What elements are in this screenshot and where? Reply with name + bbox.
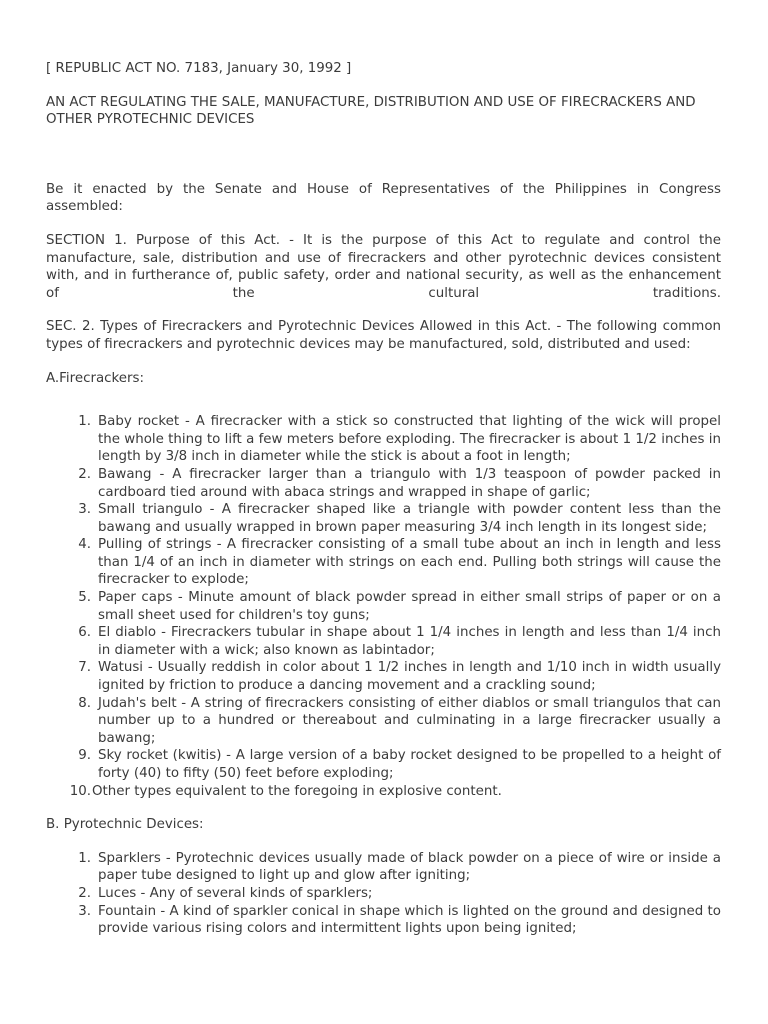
list-text: Luces - Any of several kinds of sparklers; xyxy=(98,885,373,901)
act-header: [ REPUBLIC ACT NO. 7183, January 30, 1992 ] xyxy=(46,61,352,76)
list-text: Bawang - A firecracker larger than a triangulo with 1/3 teaspoon of powder packed in cardboard tied around with abaca strings and wrapped in shape of garlic; xyxy=(98,466,721,500)
firecrackers-heading: A.Firecrackers: xyxy=(46,370,145,386)
list-item xyxy=(46,783,721,801)
list-text: Paper caps - Minute amount of black powder spread in either small strips of paper or on a small sheet used for children's toy guns; xyxy=(98,590,721,623)
list-number: 2. xyxy=(78,466,91,482)
list-text: Pulling of strings - A firecracker consisting of a small tube about an inch in length and less than 1/4 of an inch in diameter with strings on each end. Pulling both strings will cause the firecracker to explode; xyxy=(98,537,721,588)
list-item xyxy=(46,466,721,501)
list-number: 10. xyxy=(69,783,91,799)
list-item xyxy=(46,624,721,659)
list-text: Sky rocket (kwitis) - A large version of a baby rocket designed to be propelled to a height of forty (40) to fifty (50) feet before exploding; xyxy=(98,748,721,781)
list-item xyxy=(46,659,721,694)
firecrackers-list xyxy=(46,413,721,800)
list-number: 1. xyxy=(78,850,91,866)
list-number: 2. xyxy=(78,885,91,901)
list-item xyxy=(46,536,721,589)
list-item xyxy=(46,747,721,782)
list-number: 4. xyxy=(78,537,91,553)
list-text: Baby rocket - A firecracker with a stick so constructed that lighting of the wick will propel the whole thing to lift a few meters before exploding. The firecracker is about 1 1/2 inches in length by 3/8 inch in diameter while the stick is about a foot in length; xyxy=(98,414,721,465)
list-text: Other types equivalent to the foregoing in explosive content. xyxy=(92,783,502,799)
pyrotechnic-list xyxy=(46,850,721,938)
list-number: 3. xyxy=(78,903,91,919)
list-text: Fountain - A kind of sparkler conical in shape which is lighted on the ground and designed to provide various rising colors and intermittent lights upon being ignited; xyxy=(98,903,721,937)
list-number: 6. xyxy=(78,625,91,641)
section-1: SECTION 1. Purpose of this Act. - It is the purpose of this Act to regulate and control the manufacture, sale, distribution and use of firecrackers and other pyrotechnic devices consistent with, and in furtherance of, public safety, order and national security, as well as the enhancement of the cultural traditions. xyxy=(46,232,721,301)
list-item xyxy=(46,695,721,748)
list-item xyxy=(46,501,721,536)
list-text: Small triangulo - A firecracker shaped like a triangle with powder content less than the bawang and usually wrapped in brown paper measuring 3/4 inch length in its longest side; xyxy=(98,502,721,535)
list-item xyxy=(46,589,721,624)
list-text: Watusi - Usually reddish in color about 1 1/2 inches in length and 1/10 inch in width usually ignited by friction to produce a dancing movement and a crackling sound; xyxy=(98,660,721,694)
list-number: 7. xyxy=(78,660,91,676)
list-item xyxy=(46,413,721,466)
list-number: 8. xyxy=(78,695,91,711)
section-2: SEC. 2. Types of Firecrackers and Pyrotechnic Devices Allowed in this Act. - The following common types of firecrackers and pyrotechnic devices may be manufactured, sold, distributed and used: xyxy=(46,319,721,352)
enacting-clause: Be it enacted by the Senate and House of Representatives of the Philippines in Congress assembled: xyxy=(46,181,721,215)
list-text: Judah's belt - A string of firecrackers consisting of either diablos or small triangulos that can number up to a hundred or thereabout and culminating in a large firecracker usually a bawang; xyxy=(98,695,721,746)
list-item xyxy=(46,850,721,885)
pyrotechnic-heading: B. Pyrotechnic Devices: xyxy=(46,817,204,833)
list-number: 3. xyxy=(78,502,91,518)
list-number: 9. xyxy=(78,748,91,764)
list-number: 1. xyxy=(78,414,91,430)
list-text: Sparklers - Pyrotechnic devices usually made of black powder on a piece of wire or inside a paper tube designed to light up and glow after igniting; xyxy=(98,850,721,884)
list-number: 5. xyxy=(78,590,91,606)
act-title: AN ACT REGULATING THE SALE, MANUFACTURE, DISTRIBUTION AND USE OF FIRECRACKERS AND OTHER PYROTECHNIC DEVICES xyxy=(46,94,696,128)
list-item xyxy=(46,903,721,938)
list-text: El diablo - Firecrackers tubular in shape about 1 1/4 inches in length and less than 1/4 inch in diameter with a wick; also known as labintador; xyxy=(98,625,721,658)
list-item xyxy=(46,885,721,903)
